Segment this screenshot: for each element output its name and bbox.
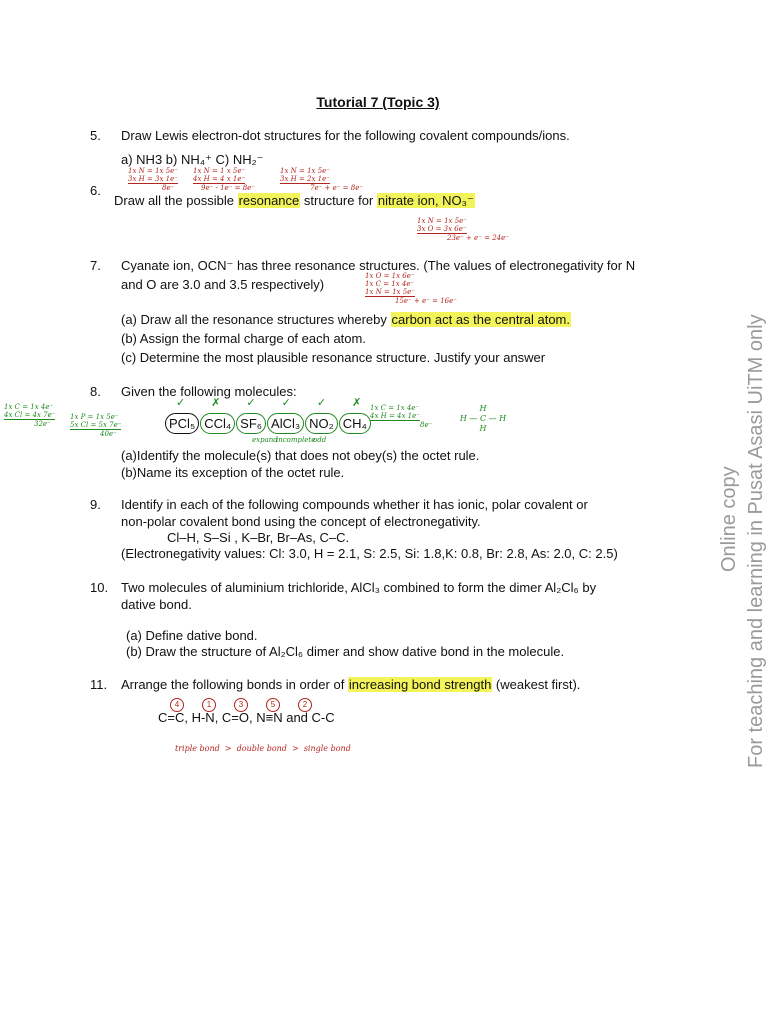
molecule-ch4: CH₄ — [339, 413, 371, 434]
q11-text: Arrange the following bonds in order of increasing bond strength (weakest first). — [121, 677, 581, 692]
q11-hand: triple bond > double bond > single bond — [175, 744, 351, 753]
q8-label-expand: expand — [252, 436, 278, 444]
molecule-no2: NO₂ — [305, 413, 338, 434]
q5-number: 5. — [90, 128, 101, 143]
q5-hand-c: 1x N = 1x 5e⁻ 3x H = 2x 1e⁻ 7e⁻ + e⁻ = 8e⁻ — [280, 167, 364, 192]
q8-hand-p: 1x P = 1x 5e⁻ 5x Cl = 5x 7e⁻ 40e⁻ — [70, 413, 122, 438]
watermark-teaching: For teaching and learning in Pusat Asasi UiTM only — [745, 314, 767, 768]
q11-bonds: C=C, H-N, C=O, N≡N and C-C — [158, 710, 335, 725]
molecule-ccl4: CCl₄ — [200, 413, 235, 434]
q7-line2: and O are 3.0 and 3.5 respectively) — [121, 277, 325, 292]
page-title: Tutorial 7 (Topic 3) — [316, 94, 440, 110]
q9-line3: Cl–H, S–Si , K–Br, Br–As, C–C. — [167, 530, 350, 545]
q11-ranks: 4 1 3 5 2 — [170, 694, 330, 712]
q7-number: 7. — [90, 258, 101, 273]
q6-text: Draw all the possible resonance structure for nitrate ion, NO₃⁻ — [114, 193, 474, 208]
watermark-online-copy: Online copy — [718, 466, 740, 572]
q8-label-incomplete: incomplete — [276, 436, 316, 444]
q6-number: 6. — [90, 183, 101, 198]
molecule-sf6: SF₆ — [236, 413, 266, 434]
q7-part-c: (c) Determine the most plausible resonance structure. Justify your answer — [121, 350, 546, 365]
q6-hand: 1x N = 1x 5e⁻ 3x O = 3x 6e⁻ 23e⁻ + e⁻ = 24e⁻ — [417, 217, 509, 242]
q9-line4: (Electronegativity values: Cl: 3.0, H = 2.1, S: 2.5, Si: 1.8,K: 0.8, Br: 2.8, As: 2.0, C: 2.5) — [121, 546, 618, 561]
q5-hand-b: 1x N = 1 x 5e⁻ 4x H = 4 x 1e⁻ 9e⁻ - 1e⁻ = 8e⁻ — [193, 167, 256, 192]
molecule-pcl5: PCl₅ — [165, 413, 199, 434]
q8-label-odd: odd — [313, 436, 327, 444]
q7-line1: Cyanate ion, OCN⁻ has three resonance structures. (The values of electronegativity for N — [121, 258, 636, 273]
q8-part-b: (b)Name its exception of the octet rule. — [121, 465, 345, 480]
q8-part-a: (a)Identify the molecule(s) that does not obey(s) the octet rule. — [121, 448, 480, 463]
q8-number: 8. — [90, 384, 101, 399]
q8-molecules — [165, 413, 372, 434]
q10-part-b: (b) Draw the structure of Al₂Cl₆ dimer and show dative bond in the molecule. — [126, 644, 565, 659]
q8-hand-left: 1x C = 1x 4e⁻ 4x Cl = 4x 7e⁻ 32e⁻ — [4, 403, 56, 428]
q9-number: 9. — [90, 497, 101, 512]
q8-hand-ch4: 1x C = 1x 4e⁻ 4x H = 4x 1e⁻ 8e⁻ — [370, 404, 433, 429]
q10-number: 10. — [90, 580, 109, 595]
q10-line2: dative bond. — [121, 597, 192, 612]
q7-part-b: (b) Assign the formal charge of each atom. — [121, 331, 366, 346]
question-5 — [90, 128, 101, 144]
q10-part-a: (a) Define dative bond. — [126, 628, 258, 643]
q7-hand: 1x O = 1x 6e⁻ 1x C = 1x 4e⁻ 1x N = 1x 5e⁻ 15e⁻ + e⁻ = 16e⁻ — [365, 272, 457, 305]
q8-marks: ✓✗✓✓✓✗ — [176, 397, 388, 409]
q5-parts: a) NH3 b) NH₄⁺ C) NH₂⁻ — [121, 152, 264, 167]
q8-text: Given the following molecules: — [121, 384, 297, 399]
q9-line1: Identify in each of the following compounds whether it has ionic, polar covalent or — [121, 497, 588, 512]
q10-line1: Two molecules of aluminium trichloride, AlCl₃ combined to form the dimer Al₂Cl₆ by — [121, 580, 597, 595]
q5-hand-a: 1x N = 1x 5e⁻ 3x H = 3x 1e⁻ 8e⁻ — [128, 167, 178, 192]
q11-number: 11. — [90, 677, 108, 692]
molecule-alcl3: AlCl₃ — [267, 413, 304, 434]
q5-text: Draw Lewis electron-dot structures for the following covalent compounds/ions. — [121, 128, 570, 143]
q7-part-a: (a) Draw all the resonance structures whereby carbon act as the central atom. — [121, 312, 570, 327]
q9-line2: non-polar covalent bond using the concept of electronegativity. — [121, 514, 481, 529]
q8-ch4-structure: H H — C — H H — [459, 404, 507, 433]
